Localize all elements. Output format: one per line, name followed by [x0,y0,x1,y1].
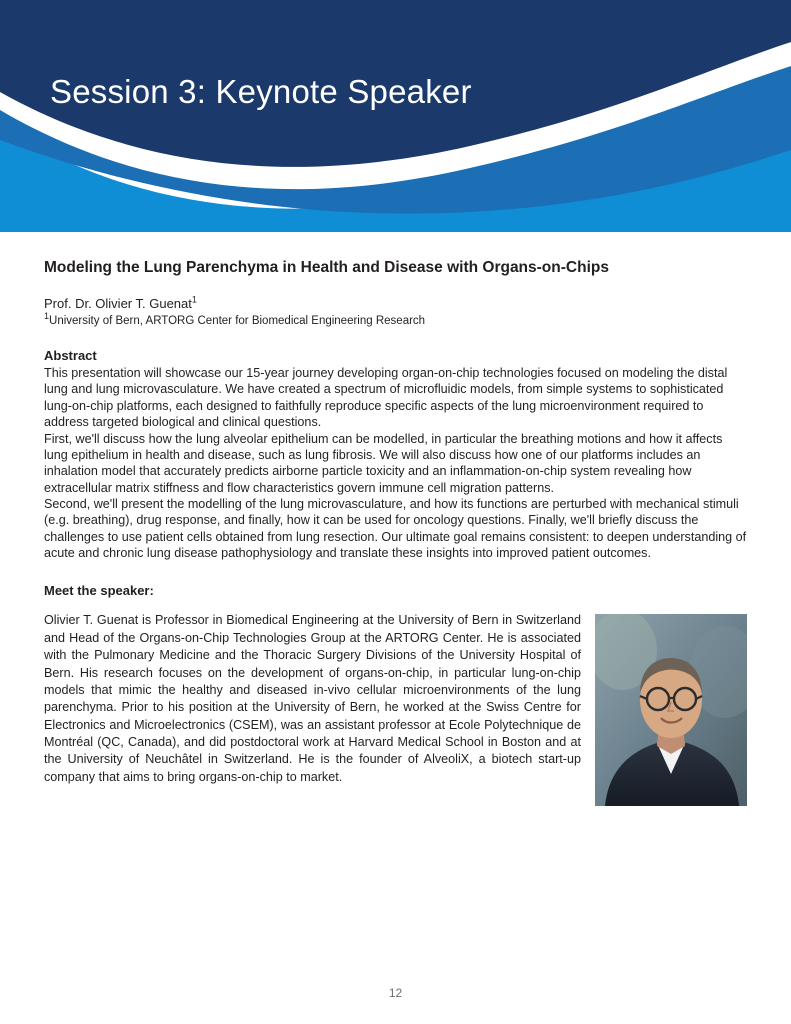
talk-affiliation [44,310,747,328]
speaker-bio-text: Olivier T. Guenat is Professor in Biomedical Engineering at the University of Bern in Switzerland and Head of the Organs-on-Chip Technologies Group at the ARTORG Center. He is associated with the Pulmonary Medicine and the Thoracic Surgery Divisions of the University Hospital of Bern. His research focuses on the development of organs-on-chip, in particular lung-on-chip models that mimic the healthy and diseased in-vivo cellular microenvironments of the lung parenchyma. Prior to his position at the University of Bern, he worked at the Swiss Centre for Electronics and Microelectronics (CSEM), was an assistant professor at Ecole Polytechnique de Montréal (QC, Canada), and did postdoctoral work at Harvard Medical School in Boston and at the University of Neuchâtel in Switzerland. He is the founder of AlveoliX, a biotech start-up company that aims to bring organs-on-chip to market. [44,613,581,784]
author-name: Prof. Dr. Olivier T. Guenat [44,296,192,312]
avatar [595,614,747,806]
abstract-paragraph: Second, we'll present the modelling of the lung microvasculature, and how its functions are perturbed with mechanical stimuli (e.g. breathing), drug response, and finally, how it can be used for oncology questions. Finally, we'll briefly discuss the challenges to use patient cells obtained from lung resection. Our ultimate goal remains consistent: to deepen understanding of acute and chronic lung disease pathophysiology and translate these insights into improved patient outcomes. [44,496,747,561]
author-affiliation-marker: 1 [191,295,197,306]
document-content [44,258,747,812]
abstract-body [44,365,747,561]
header-banner [0,0,791,232]
page-title: Session 3: Keynote Speaker [50,73,472,110]
affiliation-marker: 1 [44,310,50,321]
abstract-paragraph: This presentation will showcase our 15-year journey developing organ-on-chip technologies focused on modeling the distal lung and lung microvasculature. We have created a spectrum of microfluidic models, from simple systems to sophisticated lung-on-chip platforms, each designed to faithfully reproduce specific aspects of the lung microenvironment required to address targeted biological and clinical questions. [44,366,728,430]
affiliation-text: University of Bern, ARTORG Center for Biomedical Engineering Research [49,314,426,327]
talk-title: Modeling the Lung Parenchyma in Health and Disease with Organs-on-Chips [44,259,609,276]
meet-the-speaker-heading: Meet the speaker: [44,583,154,599]
page-number: 12 [388,986,403,1000]
abstract-heading: Abstract [44,348,97,364]
banner-wave-graphic [0,0,791,232]
speaker-portrait [595,614,747,806]
abstract-paragraph: First, we'll discuss how the lung alveolar epithelium can be modelled, in particular the breathing motions and how it affects lung epithelium in health and disease, such as lung fibrosis. We will also discuss how one of our platforms includes an inhalation model that accurately predicts airborne particle toxicity and an inflammation-on-chip system revealing how extracellular matrix stiffness and flow characteristics govern immune cell migration patterns. [44,431,723,495]
speaker-bio-section [44,612,747,786]
talk-author [44,296,747,312]
